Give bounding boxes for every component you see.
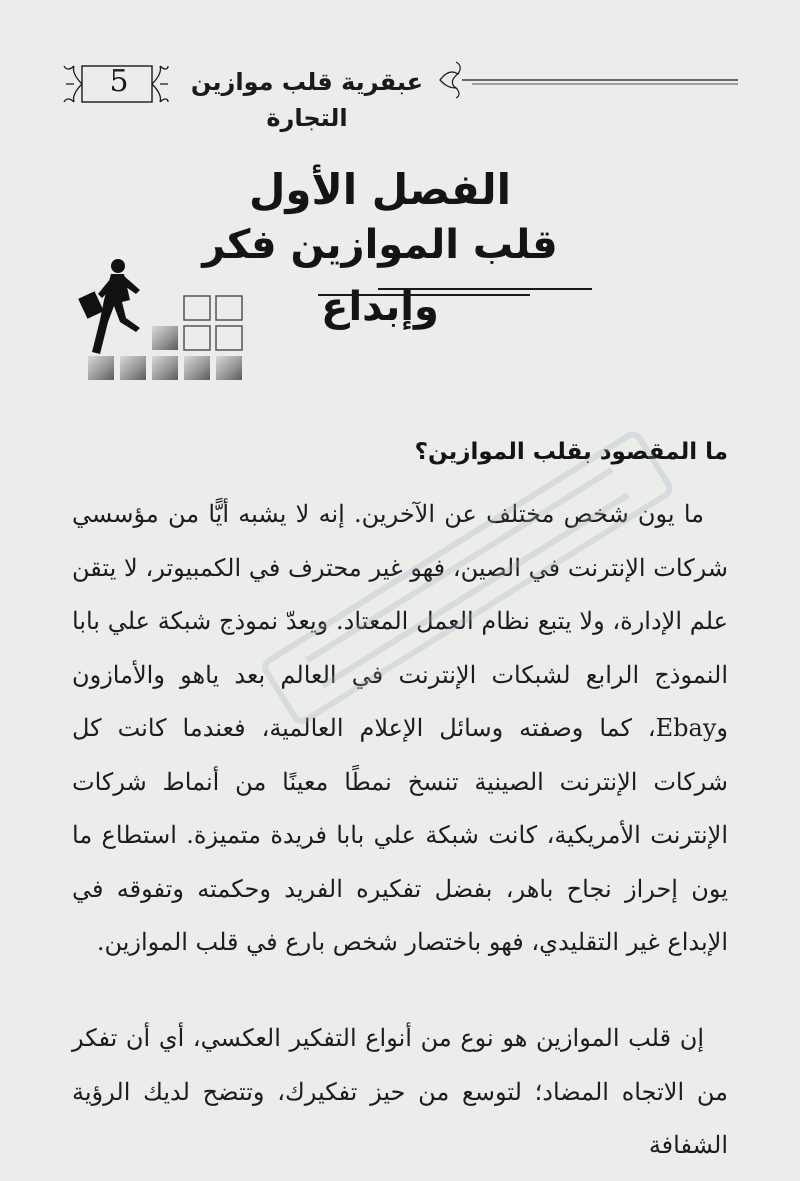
page-number: 5 bbox=[109, 64, 129, 99]
body-paragraph: ما يون شخص مختلف عن الآخرين. إنه لا يشبه أيًّا من مؤسسي شركات الإنترنت في الصين، فهو غير محترف في الكمبيوتر، لا يتقن علم الإدارة، ولا يتبع نظام العمل المعتاد. ويعدّ نموذج شبكة علي بابا النموذج الرابع لشبكات الإنترنت في العالم بعد ياهو والأمازون وEbay، كما وصفته وسائل الإعلام العالمية، فعندما كانت كل شركات الإنترنت الصينية تنسخ نمطًا معينًا من أنماط شركات الإنترنت الأمريكية، كانت شبكة علي بابا فريدة متميزة. استطاع ما يون إحراز نجاح باهر، بفضل تفكيره الفريد وحكمته وتفوقه في الإبداع غير التقليدي، فهو باختصار شخص بارع في قلب الموازين. bbox=[72, 500, 729, 956]
chapter-label: الفصل الأول bbox=[248, 165, 512, 214]
businessman-climbing-steps-icon bbox=[78, 256, 248, 386]
chapter-title: قلب الموازين فكر وإبداع bbox=[202, 222, 558, 330]
section-heading: ما المقصود بقلب الموازين؟ bbox=[414, 439, 728, 465]
running-title: عبقرية قلب موازين التجارة bbox=[190, 68, 424, 132]
body-paragraph: إن قلب الموازين هو نوع من أنواع التفكير العكسي، أي أن تفكر من الاتجاه المضاد؛ لتوسع من حيز تفكيرك، وتتضح لديك الرؤية الشفافة bbox=[72, 1024, 728, 1159]
chapter-rule bbox=[318, 284, 592, 300]
header-ornament-line bbox=[438, 60, 740, 100]
